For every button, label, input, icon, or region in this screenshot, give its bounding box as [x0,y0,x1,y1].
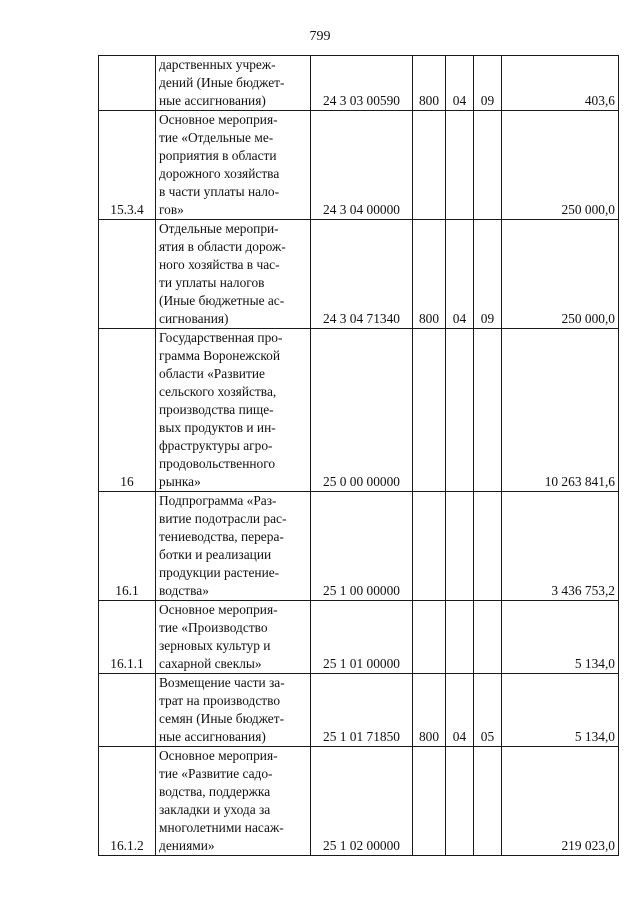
target-article-code: 24 3 04 71340 [311,220,413,329]
item-name: Основное мероприя- тие «Производство зерновых культур и сахарной свеклы» [156,601,311,674]
section-code [446,601,474,674]
expense-type-code: 800 [413,674,446,747]
table-row [99,492,619,601]
expense-type-code [413,492,446,601]
amount: 10 263 841,6 [502,329,619,492]
subsection-code [474,747,502,856]
row-number [99,674,156,747]
table-row [99,56,619,111]
section-code [446,329,474,492]
amount: 250 000,0 [502,220,619,329]
table-row [99,601,619,674]
amount: 250 000,0 [502,111,619,220]
expense-type-code [413,747,446,856]
row-number [99,56,156,111]
expense-type-code [413,329,446,492]
item-name: Отдельные меропри- ятия в области дорож- ного хозяйства в час- ти уплаты налогов (Иные бюджетные ас- сигнования) [156,220,311,329]
item-name: дарственных учреж- дений (Иные бюджет- ные ассигнования) [156,56,311,111]
target-article-code: 25 1 02 00000 [311,747,413,856]
section-code: 04 [446,674,474,747]
subsection-code [474,492,502,601]
expense-type-code [413,601,446,674]
target-article-code: 24 3 03 00590 [311,56,413,111]
amount: 403,6 [502,56,619,111]
subsection-code [474,329,502,492]
expense-type-code [413,111,446,220]
item-name: Подпрограмма «Раз- витие подотрасли рас- тениеводства, перера- ботки и реализации продукции растение- водства» [156,492,311,601]
item-name: Основное мероприя- тие «Развитие садо- водства, поддержка закладки и ухода за многолетними насаж- дениями» [156,747,311,856]
section-code [446,492,474,601]
expense-type-code: 800 [413,220,446,329]
table-row [99,747,619,856]
row-number [99,220,156,329]
subsection-code: 09 [474,56,502,111]
target-article-code: 24 3 04 00000 [311,111,413,220]
subsection-code [474,601,502,674]
table-row [99,111,619,220]
section-code: 04 [446,56,474,111]
row-number: 15.3.4 [99,111,156,220]
section-code [446,111,474,220]
item-name: Государственная про- грамма Воронежской области «Развитие сельского хозяйства, производства пище- вых продуктов и ин- фраструктуры агро- продовольственного рынка» [156,329,311,492]
subsection-code: 05 [474,674,502,747]
table-row [99,329,619,492]
row-number: 16.1.1 [99,601,156,674]
amount: 219 023,0 [502,747,619,856]
target-article-code: 25 1 00 00000 [311,492,413,601]
row-number: 16.1 [99,492,156,601]
row-number: 16.1.2 [99,747,156,856]
target-article-code: 25 1 01 00000 [311,601,413,674]
item-name: Основное мероприя- тие «Отдельные ме- роприятия в области дорожного хозяйства в части уплаты нало- гов» [156,111,311,220]
table-row [99,220,619,329]
subsection-code [474,111,502,220]
target-article-code: 25 0 00 00000 [311,329,413,492]
row-number: 16 [99,329,156,492]
table-row [99,674,619,747]
subsection-code: 09 [474,220,502,329]
amount: 3 436 753,2 [502,492,619,601]
amount: 5 134,0 [502,674,619,747]
item-name: Возмещение части за- трат на производство семян (Иные бюджет- ные ассигнования) [156,674,311,747]
amount: 5 134,0 [502,601,619,674]
section-code: 04 [446,220,474,329]
target-article-code: 25 1 01 71850 [311,674,413,747]
section-code [446,747,474,856]
expense-type-code: 800 [413,56,446,111]
page-number: 799 [309,29,331,44]
budget-table [98,55,619,856]
